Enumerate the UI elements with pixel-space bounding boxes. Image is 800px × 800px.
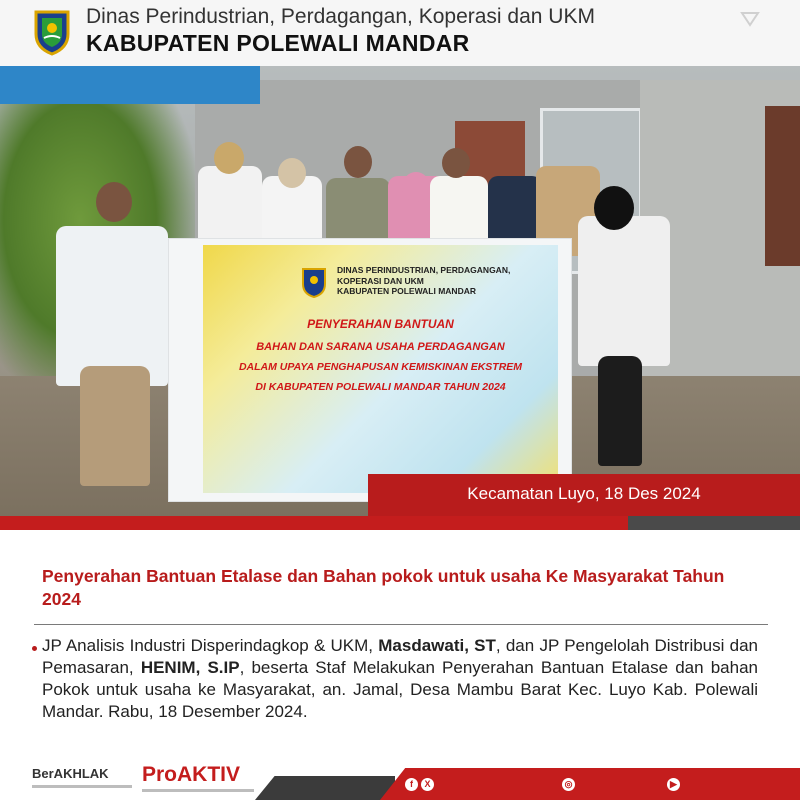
organization-name: Dinas Perindustrian, Perdagangan, Koperasi dan UKM xyxy=(86,5,595,28)
photo-person-head xyxy=(96,182,132,222)
berakhlak-tagline-bar xyxy=(32,785,132,788)
photo-person-head xyxy=(278,158,306,188)
instagram-icon[interactable]: ◎ xyxy=(562,778,575,791)
body-text-part: , beserta Staf Melakukan Penyerahan Bantuan Etalase dan bahan Pokok untuk usaha ke Masyarakat, an. Jamal, Desa Mambu Barat Kec. Luyo Kab. Polewali Mandar. Rabu, 18 Desember 2024. xyxy=(42,658,758,721)
proaktiv-tagline-bar xyxy=(142,789,254,792)
photo-person xyxy=(598,356,642,466)
photo-banner xyxy=(168,238,572,502)
banner-artwork xyxy=(203,245,558,493)
triangle-mark-icon xyxy=(740,10,760,28)
accent-stripe-grey xyxy=(628,516,800,530)
photo-person-head xyxy=(402,172,430,202)
photo-person-head xyxy=(442,148,470,178)
caption-text: Kecamatan Luyo, 18 Des 2024 xyxy=(467,484,701,503)
header xyxy=(0,0,800,66)
photo-person-head xyxy=(344,146,372,178)
person-name: HENIM, S.IP xyxy=(140,658,240,677)
person-name: Masdawati, ST xyxy=(378,636,496,655)
banner-crest-icon xyxy=(301,267,327,299)
banner-organization: DINAS PERINDUSTRIAN, PERDAGANGAN, KOPERASI DAN UKM KABUPATEN POLEWALI MANDAR xyxy=(337,265,511,296)
body-text-part: JP Analisis Industri Disperindagkop & UKM, xyxy=(42,636,379,655)
youtube-icon[interactable]: ▶ xyxy=(667,778,680,791)
x-icon[interactable]: X xyxy=(421,778,434,791)
footer-red-band xyxy=(380,768,800,800)
article-body xyxy=(42,635,758,723)
accent-stripe-red xyxy=(0,516,628,530)
facebook-icon[interactable]: f xyxy=(405,778,418,791)
photo-person-head xyxy=(214,142,244,174)
event-photo xyxy=(0,66,800,518)
berakhlak-logo: BerAKHLAK xyxy=(32,766,109,781)
article-title: Penyerahan Bantuan Etalase dan Bahan pokok untuk usaha Ke Masyarakat Tahun 2024 xyxy=(42,566,725,609)
photo-person xyxy=(80,366,150,486)
location-date-caption xyxy=(368,474,800,516)
banner-line-1: PENYERAHAN BANTUAN xyxy=(307,317,454,331)
footer-dark-band xyxy=(255,776,395,800)
bullet-icon xyxy=(32,646,37,651)
footer xyxy=(0,758,800,800)
photo-person xyxy=(578,216,670,366)
proaktiv-logo: ProAKTIV xyxy=(142,763,241,786)
photo-person xyxy=(56,226,168,386)
banner-line-4: DI KABUPATEN POLEWALI MANDAR TAHUN 2024 xyxy=(255,381,506,393)
photo-window xyxy=(765,106,800,266)
regency-name: KABUPATEN POLEWALI MANDAR xyxy=(86,30,470,56)
photo-person-head xyxy=(594,186,634,230)
banner-line-3: DALAM UPAYA PENGHAPUSAN KEMISKINAN EKSTREM xyxy=(238,361,523,373)
regency-crest-icon xyxy=(32,8,72,56)
title-divider xyxy=(34,624,768,625)
banner-line-2: BAHAN DAN SARANA USAHA PERDAGANGAN xyxy=(256,341,505,353)
body-text-part: , dan JP Pengelolah Distribusi dan Pemasaran, xyxy=(42,636,758,677)
photo-awning xyxy=(0,66,260,104)
